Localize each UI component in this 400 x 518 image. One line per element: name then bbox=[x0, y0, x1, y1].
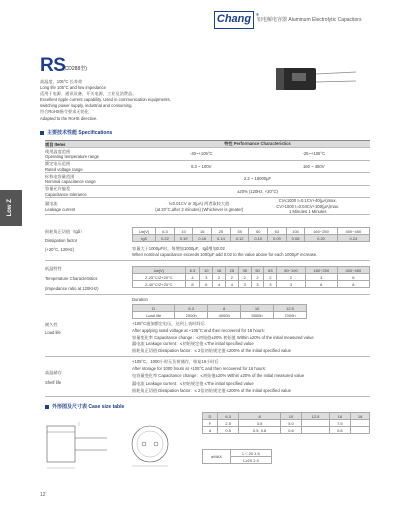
tc-voltage-cell: 50 bbox=[251, 267, 264, 274]
temp-label-cond: (Impedance ratio at 120KHz) bbox=[45, 286, 99, 291]
tc-value-cell: 4 bbox=[213, 281, 226, 288]
amax-value: L≥20 2.0 bbox=[231, 457, 272, 464]
dim-d-cell: 10 bbox=[280, 413, 302, 420]
tc-voltage-cell: 25 bbox=[225, 267, 238, 274]
tc-value-cell: 2 bbox=[238, 274, 251, 281]
shelf-life-label-en: Shelf life bbox=[45, 380, 62, 385]
side-tab: Low Z bbox=[0, 190, 22, 226]
dim-d2-cell: 0.8 bbox=[329, 427, 351, 434]
df-note-cn: 容量大于1000μF时，每增加1000μF，tgδ增加0.02 bbox=[132, 246, 225, 251]
ll-life-cell: 2000h bbox=[175, 312, 208, 319]
dim-f-label: F bbox=[203, 420, 218, 427]
tc-value-cell: 2 bbox=[264, 274, 277, 281]
tc-value-cell: 6 bbox=[337, 274, 369, 281]
feature-line: 适用于电源、通讯设备，开关电源，工业及消费品。 bbox=[40, 91, 137, 97]
df-voltage-cell: 10 bbox=[174, 228, 193, 235]
tc-value-cell: 3 bbox=[238, 281, 251, 288]
amax-value: L＜20 1.5 bbox=[231, 450, 272, 457]
df-table bbox=[132, 227, 370, 242]
duration-label: Duration bbox=[132, 297, 148, 302]
ll-diam-cell: 10 bbox=[241, 305, 274, 312]
df-tg-label: tgδ bbox=[133, 235, 156, 242]
ll-life-label: Load life bbox=[133, 312, 175, 319]
section-bullet-icon bbox=[40, 131, 44, 135]
tc-value-cell: 3 bbox=[305, 274, 337, 281]
tc-value-cell: 6 bbox=[200, 281, 213, 288]
tc-value-cell: 8 bbox=[337, 281, 369, 288]
feature-line: 高温度，105°C 长寿命 bbox=[40, 79, 83, 84]
df-ur-label: Uʀ(V) bbox=[133, 228, 156, 235]
df-value-cell: 0.09 bbox=[268, 235, 287, 242]
dim-d2-label: d bbox=[203, 427, 218, 434]
df-voltage-cell: 400~450 bbox=[337, 228, 369, 235]
df-voltage-cell: 160~250 bbox=[305, 228, 337, 235]
tc-value-cell: 6 bbox=[305, 281, 337, 288]
tc-voltage-cell: 6.3 bbox=[185, 267, 200, 274]
dim-f-cell: 5.0 bbox=[280, 420, 302, 427]
spec-row-tolerance: 容量允许偏差 Capacitance tolerance ±20% (120Hz, +20°C) bbox=[45, 186, 370, 199]
amax-label: αMAX bbox=[203, 450, 231, 464]
tc-voltage-cell: 63 bbox=[264, 267, 277, 274]
dimension-drawing bbox=[45, 418, 175, 478]
load-life-label-en: Load life bbox=[45, 330, 61, 335]
temp-label: 低温特性 bbox=[45, 266, 62, 271]
df-value-cell: 0.20 bbox=[305, 235, 337, 242]
tc-voltage-cell: 80~100 bbox=[277, 267, 305, 274]
df-voltage-cell: 35 bbox=[230, 228, 249, 235]
dim-d2-cell: 0.6 bbox=[280, 427, 302, 434]
df-value-cell: 0.16 bbox=[193, 235, 212, 242]
dim-d-cell: 16 bbox=[329, 413, 351, 420]
df-voltage-cell: 50 bbox=[249, 228, 268, 235]
df-voltage-cell: 25 bbox=[212, 228, 231, 235]
dim-d-label: D bbox=[203, 413, 218, 420]
tc-value-cell: 3 bbox=[277, 281, 305, 288]
tc-value-cell: 2 bbox=[277, 274, 305, 281]
tc-voltage-cell: 400~450 bbox=[337, 267, 369, 274]
load-life-label: 耐久性 bbox=[45, 322, 58, 327]
tc-row2-label: Z-40°C/Z+20°C bbox=[133, 281, 186, 288]
temp-label-en: Temperature Characteristics bbox=[45, 276, 98, 281]
tc-value-cell: 4 bbox=[185, 274, 200, 281]
tc-voltage-cell: 10 bbox=[200, 267, 213, 274]
df-note-en: When nominal capacitance exceeds 1000μF add 0.02 to the value above for each 1000μF increase. bbox=[132, 252, 318, 257]
brand-logo: Chang ® bbox=[214, 11, 254, 29]
df-voltage-cell: 16 bbox=[193, 228, 212, 235]
ll-diam-cell: 6.3 bbox=[175, 305, 208, 312]
tc-value-cell: 4 bbox=[225, 281, 238, 288]
amax-table bbox=[202, 449, 272, 464]
dim-f-cell: 3.5 bbox=[239, 420, 280, 427]
ll-life-cell: 4000h bbox=[208, 312, 241, 319]
shelf-life-label: 高温储存 bbox=[45, 370, 62, 375]
dim-d-cell: 18 bbox=[351, 413, 370, 420]
feature-line: Long life 105°C and low impedance bbox=[40, 85, 106, 91]
divider bbox=[45, 260, 370, 261]
feature-line: 符合RoHS指令要求无铅化 bbox=[40, 109, 89, 115]
spec-row-voltage: 额定电压范围 Rated voltage range 6.3 ~ 100V 160 ~ 450V bbox=[45, 161, 370, 174]
tc-value-cell: 2 bbox=[225, 274, 238, 281]
df-value-cell: 0.19 bbox=[174, 235, 193, 242]
df-value-cell: 0.22 bbox=[156, 235, 175, 242]
tc-ur-label: Uʀ(V) bbox=[133, 267, 186, 274]
registered-mark: ® bbox=[256, 12, 259, 17]
dim-d2-cell bbox=[302, 427, 329, 434]
series-name: RS bbox=[40, 55, 66, 76]
page-number: 12 bbox=[40, 492, 46, 498]
capacitor-photo bbox=[272, 64, 358, 104]
ll-diam-label: D bbox=[133, 305, 175, 312]
df-value-cell: 0.24 bbox=[337, 235, 369, 242]
df-value-cell: 0.10 bbox=[249, 235, 268, 242]
tc-voltage-cell: 16 bbox=[213, 267, 226, 274]
spec-section-title: 主要技术性能 Specifications bbox=[40, 130, 112, 136]
ll-diam-cell: 12.5 bbox=[274, 305, 307, 312]
df-voltage-cell: 100 bbox=[286, 228, 305, 235]
df-voltage-cell: 63 bbox=[268, 228, 287, 235]
dim-f-cell bbox=[302, 420, 329, 427]
feature-list bbox=[40, 79, 250, 122]
dim-section-title: 外形图及尺寸表 Case size table bbox=[45, 404, 124, 410]
df-label-en: Dissipation factor bbox=[45, 238, 78, 243]
feature-line: switching power supply, industrial and consuming. bbox=[40, 103, 133, 109]
load-life-table bbox=[132, 304, 307, 319]
tc-value-cell: 2 bbox=[213, 274, 226, 281]
dim-table bbox=[202, 412, 370, 434]
spec-row-leakage: 漏电流 Leakage current I≤0.01CV or 3(μA) 两者取较大值 (at 20°C,after 2 minutes) (Whichever is greater) CV≤1000 I=0.1CV+40(μA)max. CV>1000 I=0.04CV+100(μA)max. 1 Minutes 1 Minutes bbox=[45, 198, 370, 215]
ll-diam-cell: 8 bbox=[208, 305, 241, 312]
df-value-cell: 0.14 bbox=[212, 235, 231, 242]
divider bbox=[45, 396, 370, 397]
tc-value-cell: 3 bbox=[264, 281, 277, 288]
dim-d-cell: 12.5 bbox=[302, 413, 329, 420]
spec-row-capacitance: 标称电容量范围 Nominal capacitance range 2.2 ~ 15000μF bbox=[45, 173, 370, 186]
dim-f-cell: 7.5 bbox=[329, 420, 351, 427]
df-label-cond: (+20°C, 120Hz) bbox=[45, 247, 75, 252]
tc-value-cell: 2 bbox=[251, 274, 264, 281]
shelf-life-text: +105°C，1000小时无负荷储存，恢复16小时后 After storage for 1000 hours at +105°C and then recovered for 16 hours: 电容量变化率 Capacitance change：≤初始值±20% Within ±20% of the initial measured value 漏电流 Leakage current：≤初始规定值 ≤The initial specified value 损耗角正切值 Dissipation factor：≤ 2倍初始规定值 ≤200% of the initial specified value bbox=[132, 359, 305, 393]
dim-d-cell: 8 bbox=[239, 413, 280, 420]
divider bbox=[45, 294, 370, 295]
feature-line: Excellent ripple current capability. Used in communication equipments, bbox=[40, 97, 171, 103]
tc-value-cell: 3 bbox=[200, 274, 213, 281]
df-label: 损耗角正切值（tgδ） bbox=[45, 229, 85, 234]
divider bbox=[45, 356, 370, 357]
spec-header-row: 项目 Items 特性 Performance Characteristics bbox=[45, 141, 370, 148]
dim-d2-cell: 0.5, 0.6 bbox=[239, 427, 280, 434]
feature-line: Adapted to the RoHS directive. bbox=[40, 115, 98, 121]
tc-value-cell: 3 bbox=[251, 281, 264, 288]
series-code: (CD288型) bbox=[63, 66, 87, 72]
ll-life-cell: 7000h bbox=[274, 312, 307, 319]
tc-voltage-cell: 35 bbox=[238, 267, 251, 274]
temp-table bbox=[132, 266, 370, 288]
tc-row1-label: Z-25°C/Z+20°C bbox=[133, 274, 186, 281]
df-value-cell: 0.12 bbox=[230, 235, 249, 242]
df-voltage-cell: 6.3 bbox=[156, 228, 175, 235]
spec-row-temp: 使用温度范围 Operating temperature range -40~+105°C -25~+105°C bbox=[45, 148, 370, 161]
ll-life-cell: 5000h bbox=[241, 312, 274, 319]
dim-f-cell: 2.5 bbox=[217, 420, 239, 427]
tc-value-cell: 8 bbox=[185, 281, 200, 288]
dim-d-cell: 6.3 bbox=[217, 413, 239, 420]
header-title: 铝电解电容器 Aluminum Electrolytic Capacitors bbox=[257, 17, 362, 23]
section-bullet-icon bbox=[45, 405, 49, 409]
load-life-text: +105°C施加额定电压，达到上表时间后 After applying rated voltage at +105°C and then recovered for 16 hours: 容量变化率 Capacitance change：≤初始值±20% 初始值 Within ±20% of the initial measured value 漏电流 Leakage current：≤初始规定值 ≤The initial specified value 损耗角正切值 Dissipation factor：≤ 2倍初始规定值 ≤200% of the initial specified value bbox=[132, 321, 314, 354]
spec-table bbox=[45, 140, 370, 215]
dim-d2-cell: 0.5 bbox=[217, 427, 239, 434]
df-value-cell: 0.08 bbox=[286, 235, 305, 242]
dim-f-cell bbox=[351, 420, 370, 427]
dim-d2-cell bbox=[351, 427, 370, 434]
tc-voltage-cell: 160~250 bbox=[305, 267, 337, 274]
